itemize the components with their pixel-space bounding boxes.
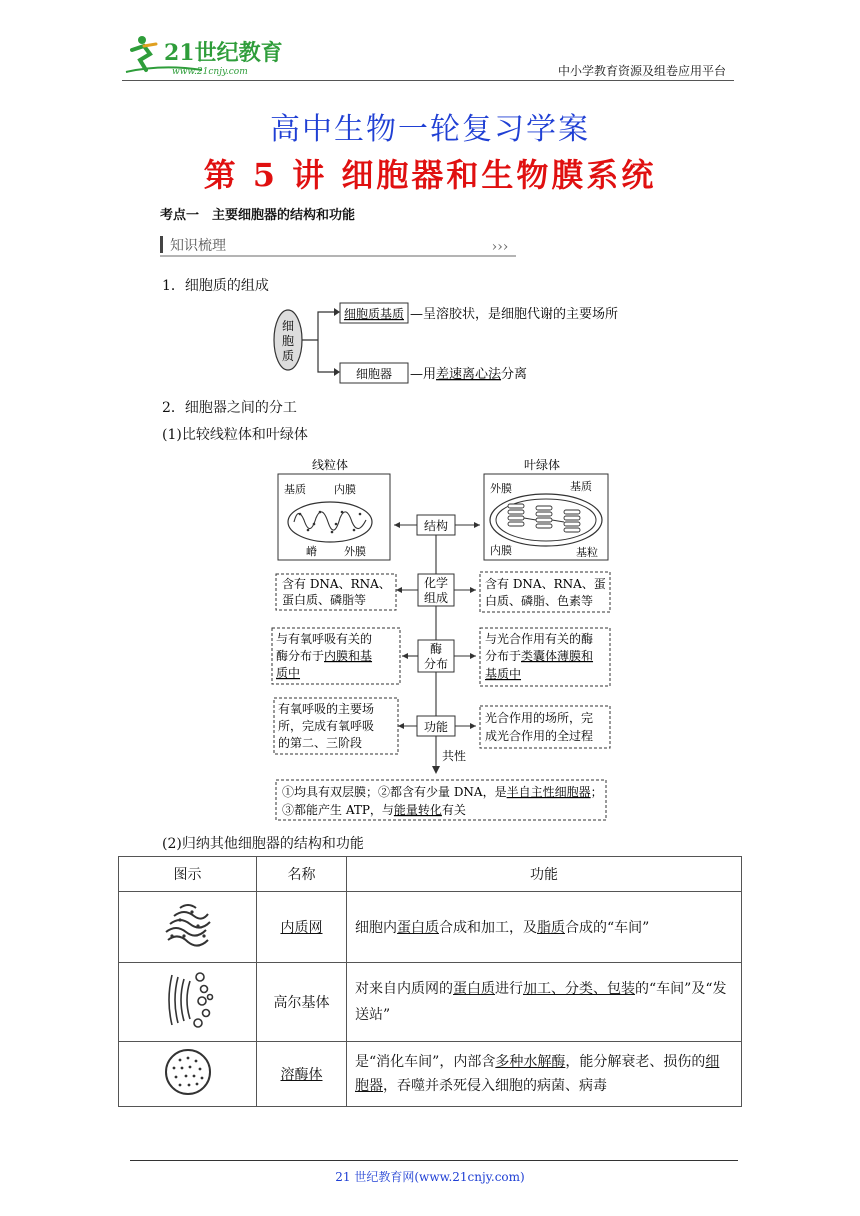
chloro-label-matrix: 基质 (570, 480, 592, 493)
chloro-enzyme-1: 与光合作用有关的酶 (485, 632, 594, 646)
mito-chloro-diagram (270, 454, 620, 824)
logo-url: www.21cnjy.com (172, 67, 248, 77)
table-header-row (119, 857, 742, 892)
common-1c: ； (590, 785, 603, 799)
footer-text: 21 世纪教育网(www.21cnjy.com) (335, 1170, 525, 1184)
svg-text:—用差速离心法分离 (410, 366, 527, 382)
mito-comp-1: 含有 DNA、RNA、 (282, 577, 391, 591)
center-structure: 结构 (423, 519, 449, 533)
golgi-f3: 进行 (495, 981, 523, 997)
chloro-label-grana: 基粒 (576, 546, 598, 559)
lysosome-name (257, 1042, 347, 1107)
header-name: 名称 (257, 857, 347, 892)
mito-enzyme-loc: 内膜和基 (324, 649, 373, 663)
center-enzyme-2: 分布 (423, 657, 449, 671)
common-1b: 半自主性细胞器 (506, 785, 591, 799)
chloro-enzyme-2: 分布于 (485, 649, 522, 663)
page-title: 高中生物一轮复习学案 (270, 112, 590, 147)
chloro-label-inner: 内膜 (490, 544, 512, 557)
site-logo (122, 30, 292, 80)
mito-func-2: 所，完成有氧呼吸 (278, 719, 375, 733)
golgi-figure (119, 963, 257, 1042)
er-f1: 细胞内 (355, 920, 397, 936)
root-char-3: 质 (281, 349, 295, 363)
header-platform-text: 中小学教育资源及组卷应用平台 (557, 64, 726, 78)
chloro-func-1: 光合作用的场所，完 (485, 711, 594, 725)
er-figure (119, 892, 257, 963)
chloro-label-outer: 外膜 (490, 482, 512, 495)
chloro-title: 叶绿体 (523, 458, 561, 472)
svg-text:酶分布于内膜和基 (276, 648, 372, 663)
footer-rule (130, 1160, 738, 1161)
logo-text: 21世纪教育 (164, 40, 283, 66)
mito-enzyme-1: 与有氧呼吸有关的 (276, 632, 373, 646)
header-figure: 图示 (119, 857, 257, 892)
golgi-function (347, 963, 742, 1042)
svg-text:③都能产生 ATP，与能量转化有关 (282, 802, 466, 817)
table-row (119, 1042, 742, 1107)
golgi-apparatus-icon (158, 967, 218, 1033)
lysosome-name-text: 溶酶体 (280, 1067, 323, 1083)
common-2c: 有关 (441, 803, 466, 817)
er-name (257, 892, 347, 963)
heading-division: 2．细胞器之间的分工 (162, 400, 297, 416)
mito-comp-2: 蛋白质、磷脂等 (282, 593, 367, 607)
heading-compare: (1)比较线粒体和叶绿体 (162, 427, 308, 443)
er-f5: 合成的“车间” (565, 920, 650, 936)
er-f4: 脂质 (537, 920, 565, 936)
section-arrows: ››› (491, 239, 509, 255)
er-name-text: 内质网 (280, 920, 323, 936)
center-chem-2: 组成 (423, 591, 449, 605)
common-label: 共性 (442, 749, 467, 763)
organelle-desc-method: 差速离心法 (436, 367, 502, 382)
center-chem-1: 化学 (423, 576, 449, 590)
mito-enzyme-4: 质中 (276, 666, 301, 680)
cytoplasm-diagram (260, 292, 680, 392)
root-char-1: 细 (281, 319, 295, 333)
mito-title: 线粒体 (311, 458, 349, 472)
chloro-comp-1: 含有 DNA、RNA、蛋 (485, 577, 606, 591)
heading-cytoplasm: 1．细胞质的组成 (162, 278, 269, 294)
section-label: 知识梳理 (170, 238, 226, 254)
chloro-enzyme-loc: 类囊体薄膜和 (521, 649, 594, 663)
table-row (119, 963, 742, 1042)
common-2a: ③都能产生 ATP，与 (282, 803, 394, 817)
er-function (347, 892, 742, 963)
center-function: 功能 (423, 720, 449, 734)
lyso-f5: ，吞噬并杀死侵入细胞的病菌、病毒 (383, 1078, 607, 1094)
golgi-f1: 对来自内质网的 (355, 981, 453, 997)
box-organelle: 细胞器 (355, 367, 393, 381)
header-function: 功能 (347, 857, 742, 892)
er-f2: 蛋白质 (397, 920, 439, 936)
cytosol-desc: —呈溶胶状，是细胞代谢的主要场所 (410, 307, 619, 322)
common-1a: ①均具有双层膜；②都含有少量 DNA，是 (282, 785, 507, 799)
mito-label-matrix: 基质 (284, 483, 306, 496)
table-row (119, 892, 742, 963)
golgi-f2: 蛋白质 (453, 981, 495, 997)
lyso-f1: 是“消化车间”，内部含 (355, 1054, 496, 1070)
header-rule (122, 80, 734, 81)
organelle-desc-prefix: —用 (410, 367, 437, 382)
lyso-f3: ，能分解衰老、损伤的 (565, 1054, 706, 1070)
root-char-2: 胞 (281, 334, 295, 348)
heading-other-organelles: (2)归纳其他细胞器的结构和功能 (162, 836, 364, 852)
svg-text:①均具有双层膜；②都含有少量 DNA，是半自主性细胞器； (282, 784, 603, 799)
lysosome-function (347, 1042, 742, 1107)
golgi-f5: 的“车间”及“发送站” (355, 981, 727, 1023)
lesson-subtitle: 第 5 讲 细胞器和生物膜系统 (203, 156, 657, 194)
mito-label-crista: 嵴 (306, 545, 317, 558)
exam-point-heading: 考点一 主要细胞器的结构和功能 (160, 208, 356, 223)
golgi-name: 高尔基体 (257, 963, 347, 1042)
mito-func-1: 有氧呼吸的主要场 (278, 702, 375, 716)
lyso-f2: 多种水解酶 (495, 1054, 566, 1070)
chloro-comp-2: 白质、磷脂、色素等 (485, 594, 594, 608)
svg-text:分布于类囊体薄膜和 (485, 648, 593, 663)
mito-enzyme-2: 酶分布于 (276, 649, 325, 663)
chloro-func-2: 成光合作用的全过程 (485, 729, 594, 743)
box-cytosol: 细胞质基质 (343, 307, 405, 321)
endoplasmic-reticulum-icon (158, 896, 218, 954)
chloro-enzyme-4: 基质中 (485, 667, 522, 681)
er-f3: 合成和加工，及 (439, 920, 537, 936)
common-2b: 能量转化 (393, 803, 442, 817)
lyso-f4: 细胞器 (355, 1054, 720, 1094)
golgi-f4: 加工、分类、包装 (523, 981, 635, 997)
organelle-desc-suffix: 分离 (501, 367, 528, 382)
mito-label-outer: 外膜 (344, 545, 366, 558)
lysosome-figure (119, 1042, 257, 1107)
lysosome-icon (160, 1046, 216, 1098)
center-enzyme-1: 酶 (429, 642, 443, 656)
organelle-table (118, 856, 742, 1107)
mito-label-inner: 内膜 (334, 483, 356, 496)
mito-func-3: 的第二、三阶段 (278, 736, 363, 750)
